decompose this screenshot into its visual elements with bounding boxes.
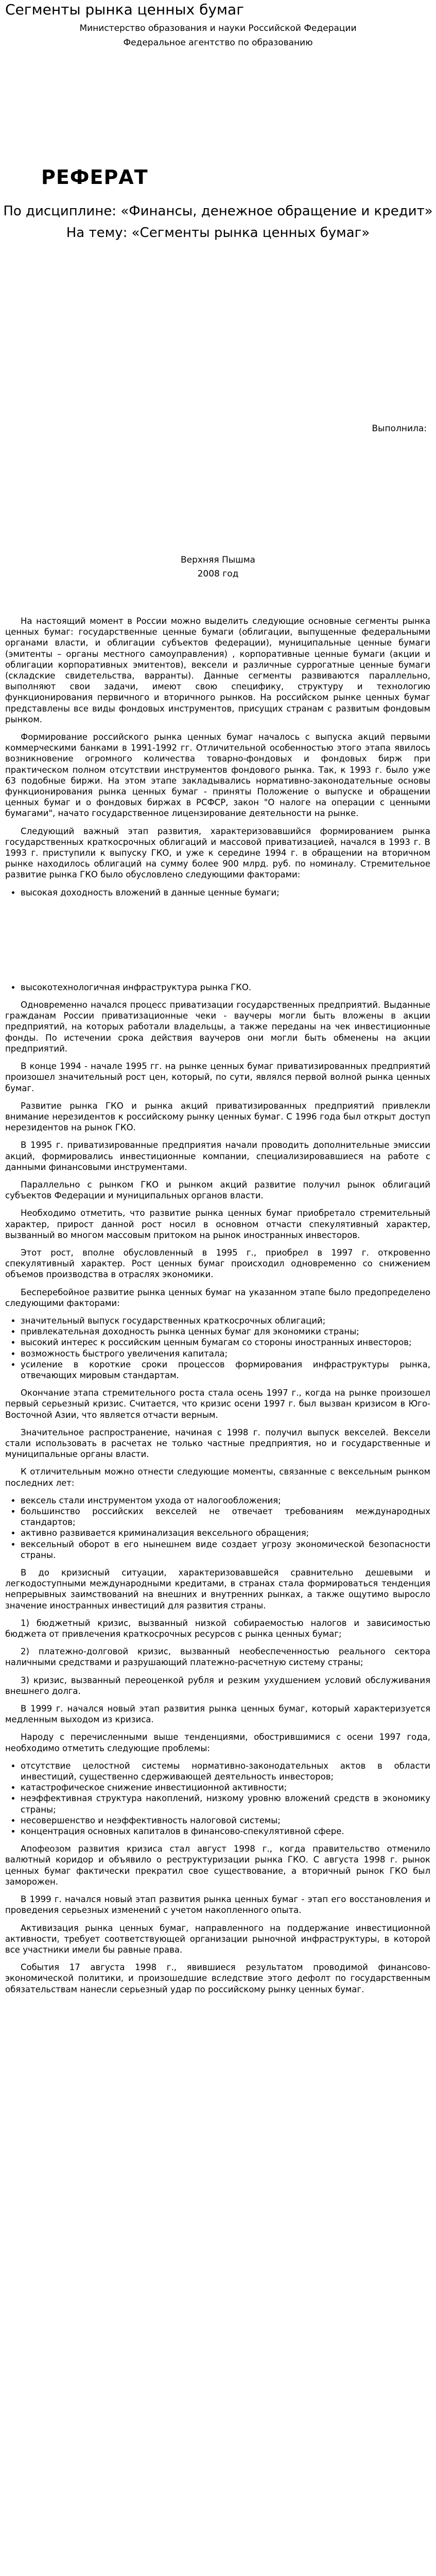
list-item: • катастрофическое снижение инвестиционной активности; [21,1782,430,1793]
discipline-line: По дисциплине: «Финансы, денежное обращение и кредит» [3,204,433,219]
paragraph: Народу с перечисленными выше тенденциями, обострившимися с осени 1997 года, необходимо отметить следующие проблемы: [5,1732,430,1753]
paragraph: Необходимо отметить, что развитие рынка ценных бумаг приобретало стремительный характер, прирост данной рост носил в основном отчасти спекулятивный характер, вызванный во многом массовым притоком на рынок иностранных инвесторов. [5,1208,430,1240]
list-item: • вексельный оборот в его нынешнем виде создает угрозу экономической безопасности страны. [21,1539,430,1561]
problem-list [5,1760,430,1837]
paragraph: 3) кризис, вызванный переоценкой рубля и резким ухудшением условий обслуживания внешнего долга. [5,1675,430,1696]
list-item: • неэффективная структура накоплений, низкому уровню вложений средств в экономику страны; [21,1793,430,1815]
list-item: • усиление в короткие сроки процессов формирования инфраструктуры рынка, отвечающих мировым стандартам. [21,1359,430,1381]
paragraph: Формирование российского рынка ценных бумаг началось с выпуска акций первыми коммерческими банками в 1991-1992 гг. Отличительной особенностью этого этапа явилось возникновение огромного количества товарно-фондовых и фондовых бирж при практическом полном отсутствии инструментов фондового рынка. Так, к 1993 г. было уже 63 подобные биржи. На этом этапе закладывались нормативно-законодательные основы функционирования рынка ценных бумаг - приняты Положение о выпуске и обращении ценных бумаг и о фондовых биржах в РСФСР, закон "О налоге на операции с ценными бумагами", начато государственное лицензирование деятельности на рынке. [5,732,430,819]
paragraph: Следующий важный этап развития, характеризовавшийся формированием рынка государственных краткосрочных облигаций и массовой приватизацией, начался в 1993 г. В 1993 г. приступили к выпуску ГКО, и уже к середине 1994 г. в обращении на вторичном рынке находилось облигаций на сумму более 900 млрд. руб. по номиналу. Стремительное развитие рынка ГКО было обусловлено следующими факторами: [5,826,430,880]
year-line: 2008 год [197,569,239,579]
list-item: • вексель стали инструментом ухода от налогообложения; [21,1495,430,1506]
empty-space [5,905,430,982]
paragraph: Окончание этапа стремительного роста стала осень 1997 г., когда на рынке произошел первый серьезный кризис. Считается, что кризис осени 1997 г. был вызван кризисом в Юго-Восточной Азии, что является отчасти верным. [5,1388,430,1420]
list-item: • отсутствие целостной системы нормативно-законодательных актов в области инвестиций, существенно сдерживающей деятельность инвесторов; [21,1760,430,1782]
paragraph: К отличительным можно отнести следующие моменты, связанные с вексельным рынком последних лет: [5,1467,430,1488]
page-title: Сегменты рынка ценных бумаг [5,1,244,18]
list-item: • значительный выпуск государственных краткосрочных облигаций; [21,1315,430,1326]
paragraph: 2) платежно-долговой кризис, вызванный необеспеченностью реального сектора наличными средствами и разрушающий платежно-расчетную систему страны; [5,1647,430,1668]
paragraph: На настоящий момент в России можно выделить следующие основные сегменты рынка ценных бумаг: государственные ценные бумаги (облигации, выпущенные федеральными органами власти, и облигации субъектов федерации), муниципальные ценные бумаги (эмитенты – органы местного самоуправления) , корпоративные ценные бумаги (акции и облигации корпоративных эмитентов), вексели и различные суррогатные ценные бумаги (складские свидетельства, варранты). Данные сегменты развиваются параллельно, выполняют свои задачи, имеют свою специфику, структуру и технологию функционирования первичного и вторичного рынков. На российском рынке ценных бумаг представлены все виды фондовых инструментов, присущих странам с развитым фондовым рынком. [5,616,430,724]
paragraph: Развитие рынка ГКО и рынка акций приватизированных предприятий привлекли внимание нерезидентов к российскому рынку ценных бумаг. С 1996 года был открыт доступ нерезидентов на рынок ГКО. [5,1100,430,1133]
paragraph: Активизация рынка ценных бумаг, направленного на поддержание инвестиционной активности, требует соответствующей организации рыночной инфраструктуры, в которой все участники имели бы равные права. [5,1923,430,1955]
agency-line: Федеральное агентство по образованию [123,38,313,48]
topic-line: На тему: «Сегменты рынка ценных бумаг» [66,225,370,241]
list-item: • возможность быстрого увеличения капитала; [21,1348,430,1359]
list-item: • несовершенство и неэффективность налоговой системы; [21,1815,430,1826]
paragraph: В 1999 г. начался новый этап развития рынка ценных бумаг - этап его восстановления и проведения серьезных изменений с учетом накопленного опыта. [5,1894,430,1916]
paragraph: В 1995 г. приватизированные предприятия начали проводить дополнительные эмиссии акций, формировались инвестиционные компании, специализировавшиеся на работе с данными финансовыми инструментами. [5,1140,430,1172]
paragraph: Параллельно с рынком ГКО и рынком акций развитие получил рынок облигаций субъектов Федерации и муниципальных органов власти. [5,1179,430,1201]
performed-label: Выполнила: [372,423,427,434]
paragraph: Этот рост, вполне обусловленный в 1995 г., приобрел в 1997 г. откровенно спекулятивный характер. Рост ценных бумаг происходил одновременно со снижением объемов производства в отраслях экономики. [5,1247,430,1280]
referat-heading: РЕФЕРАТ [41,166,148,189]
document-body [5,616,430,2002]
list-item: • большинство российских векселей не отвечает требованиям международных стандартов; [21,1506,430,1528]
paragraph: Бесперебойное развитие рынка ценных бумаг на указанном этапе было предопределено следующими факторами: [5,1287,430,1308]
list-item: • высокотехнологичная инфраструктура рынка ГКО. [21,982,430,993]
paragraph: В конце 1994 - начале 1995 гг. на рынке ценных бумаг приватизированных предприятий произошел значительный рост цен, который, по сути, являлся первой волной рынка ценных бумаг. [5,1061,430,1093]
list-item: • привлекательная доходность рынка ценных бумаг для экономики страны; [21,1326,430,1337]
list-item: • концентрация основных капиталов в финансово-спекулятивной сфере. [21,1826,430,1837]
list-item: • высокая доходность вложений в данные ценные бумаги; [21,887,430,898]
paragraph: В 1999 г. начался новый этап развития рынка ценных бумаг, который характеризуется медленным выходом из кризиса. [5,1704,430,1725]
factor-list [5,1315,430,1381]
list-item: • высокий интерес к российским ценным бумагам со стороны иностранных инвесторов; [21,1337,430,1348]
ministry-line: Министерство образования и науки Российской Федерации [79,23,357,33]
paragraph: Значительное распространение, начиная с 1998 г. получил выпуск векселей. Вексели стали использовать в расчетах не только частные предприятия, но и государственные и муниципальные органы власти. [5,1427,430,1460]
city-line: Верхняя Пышма [181,555,255,565]
feature-list [5,1495,430,1561]
paragraph: 1) бюджетный кризис, вызванный низкой собираемостью налогов и зависимостью бюджета от привлечения краткосрочных ресурсов с рынка ценных бумаг; [5,1618,430,1639]
list-item: • активно развивается криминализация вексельного обращения; [21,1528,430,1538]
factor-list-cont [5,982,430,993]
paragraph: Апофеозом развития кризиса стал август 1998 г., когда правительство отменило валютный коридор и объявило о реструктуризации рынка ГКО. С августа 1998 г. рынок ценных бумаг фактически прекратил свое существование, а вторичный рынок ГКО был заморожен. [5,1844,430,1887]
factor-list [5,887,430,898]
paragraph: События 17 августа 1998 г., явившиеся результатом проводимой финансово-экономической политики, и произошедшие вследствие этого дефолт по государственным обязательствам нанесли серьезный удар по российскому рынку ценных бумаг. [5,1962,430,1994]
paragraph: Одновременно начался процесс приватизации государственных предприятий. Выданные гражданам России приватизационные чеки - ваучеры могли быть вложены в акции предприятий, на которых работали владельцы, а также переданы на чек инвестиционные фонды. По истечении срока действия ваучеров они могли быть обменены на акции предприятий. [5,1000,430,1054]
paragraph: В до кризисный ситуации, характеризовавшейся сравнительно дешевыми и легкодоступными международными кредитами, в странах стала формироваться тенденция непрерывных заимствований на внешних и внутренних рынках, а также ощутимо выросло значение иностранных инвестиций для развития страны. [5,1568,430,1611]
